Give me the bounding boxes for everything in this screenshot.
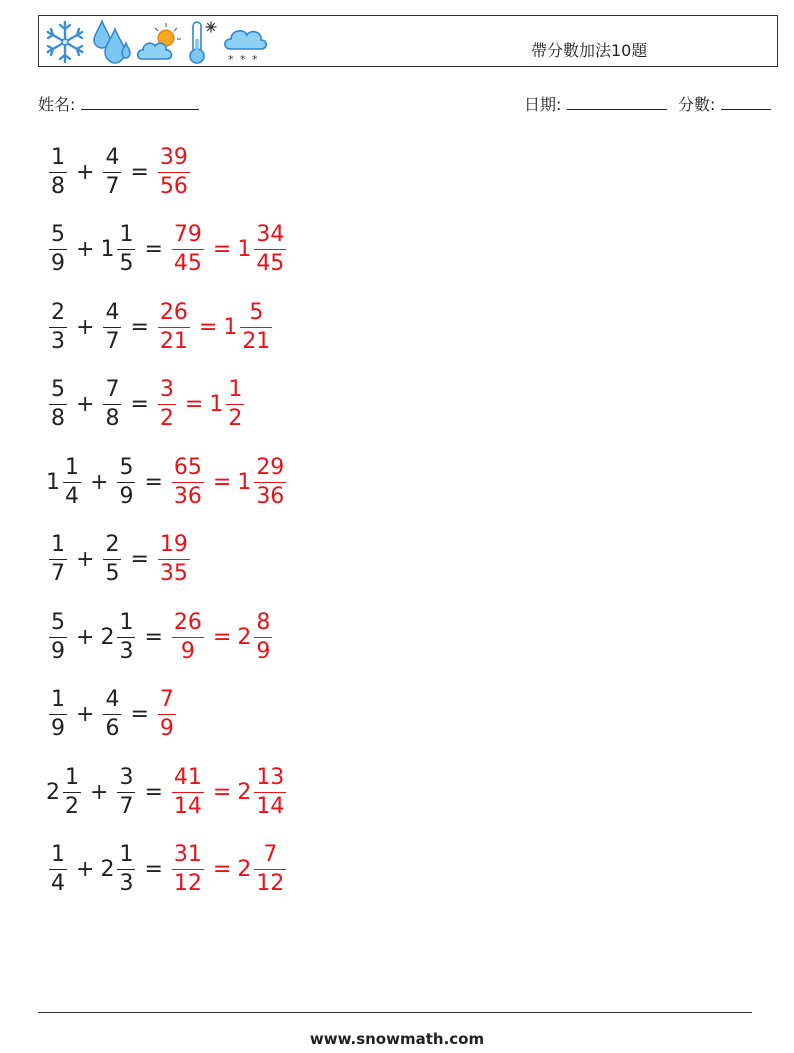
answer-mixed <box>223 299 275 354</box>
answer-mixed-numerator: 5 <box>249 299 264 325</box>
plus-sign: + <box>76 857 95 882</box>
addend-a-denominator: 2 <box>65 793 79 819</box>
answer-improper <box>155 379 179 430</box>
addend-b-bar <box>103 714 121 715</box>
answer-mixed <box>237 764 289 819</box>
answer-improper-bar <box>158 327 190 328</box>
name-label: 姓名: <box>38 95 76 114</box>
answer-mixed-fraction <box>226 379 244 430</box>
problem-row <box>46 450 289 514</box>
answer-improper-denominator: 56 <box>159 173 188 199</box>
name-field <box>38 92 199 115</box>
addend-b <box>100 689 124 740</box>
answer-mixed-numerator: 8 <box>256 609 271 635</box>
addend-b-fraction <box>103 689 121 740</box>
answer-equals-sign: = <box>198 314 218 340</box>
answer-mixed-denominator: 21 <box>242 328 271 354</box>
answer-mixed-whole: 1 <box>237 469 252 495</box>
answer-mixed-whole: 2 <box>237 624 252 650</box>
header-box <box>38 15 778 67</box>
addend-b-fraction <box>103 379 121 430</box>
answer-improper-denominator: 45 <box>173 251 202 276</box>
answer-improper-bar <box>158 559 190 560</box>
addend-b <box>100 609 138 664</box>
answer-improper-numerator: 26 <box>159 299 188 325</box>
problem-row <box>46 683 179 747</box>
addend-b-numerator: 2 <box>105 532 120 557</box>
equals-sign: = <box>130 159 149 185</box>
answer-improper-numerator: 19 <box>159 532 188 557</box>
answer-improper-numerator: 41 <box>173 764 202 790</box>
addend-b-denominator: 7 <box>119 793 134 819</box>
answer-mixed-whole: 1 <box>223 314 238 340</box>
plus-sign: + <box>76 624 95 650</box>
answer-mixed-fraction <box>254 609 272 664</box>
addend-b-numerator: 4 <box>105 687 120 712</box>
addend-b-numerator: 1 <box>119 222 134 247</box>
equals-sign: = <box>130 702 149 727</box>
answer-mixed-fraction <box>240 299 272 354</box>
answer-mixed-bar <box>240 327 272 328</box>
equals-sign: = <box>130 392 149 417</box>
plus-sign: + <box>76 159 95 185</box>
answer-mixed-denominator: 2 <box>228 406 243 431</box>
answer-improper <box>155 689 179 740</box>
addend-b-denominator: 9 <box>119 483 134 509</box>
addend-a-bar <box>49 404 67 405</box>
answer-improper <box>169 844 207 895</box>
plus-sign: + <box>76 547 95 572</box>
answer-improper-numerator: 26 <box>173 609 202 635</box>
addend-a <box>46 379 70 430</box>
answer-improper-denominator: 9 <box>180 638 195 664</box>
addend-a-numerator: 1 <box>51 842 65 867</box>
addend-a-fraction <box>49 379 67 430</box>
addend-a-bar <box>49 714 67 715</box>
addend-b <box>114 454 138 509</box>
answer-mixed-fraction <box>254 454 286 509</box>
addend-b-fraction <box>103 534 121 585</box>
addend-a <box>46 299 70 354</box>
addend-b-fraction <box>117 844 135 895</box>
answer <box>169 844 289 895</box>
answer-improper-numerator: 39 <box>159 144 188 170</box>
addend-a-denominator: 9 <box>51 716 65 741</box>
answer <box>169 454 289 509</box>
answer-improper <box>169 764 207 819</box>
equals-sign: = <box>130 314 149 340</box>
addend-a <box>46 689 70 740</box>
addend-a-numerator: 1 <box>65 764 79 790</box>
addend-b-denominator: 5 <box>119 251 134 276</box>
addend-a <box>46 534 70 585</box>
answer-improper-numerator: 65 <box>173 454 202 480</box>
addend-a <box>46 144 70 199</box>
plus-sign: + <box>76 237 95 262</box>
addend-a-numerator: 5 <box>51 222 65 247</box>
addend-b-denominator: 8 <box>105 406 120 431</box>
addend-b <box>100 224 138 275</box>
answer-mixed <box>237 454 289 509</box>
addend-a <box>46 609 70 664</box>
addend-a-numerator: 5 <box>51 377 65 402</box>
addend-a-denominator: 3 <box>51 328 65 354</box>
addend-b-fraction <box>117 454 135 509</box>
problem-row <box>46 605 275 669</box>
addend-a-fraction <box>63 764 81 819</box>
footer-divider <box>38 1012 752 1013</box>
answer-mixed-denominator: 12 <box>256 871 285 896</box>
answer-mixed-numerator: 13 <box>256 764 285 790</box>
equals-sign: = <box>144 624 163 650</box>
answer-improper-bar <box>172 482 204 483</box>
addend-a-numerator: 1 <box>65 454 79 480</box>
problem-row <box>46 140 193 204</box>
answer-improper <box>169 224 207 275</box>
answer-equals-sign: = <box>212 469 232 495</box>
snowflake-icon <box>42 19 88 65</box>
addend-a-bar <box>49 327 67 328</box>
addend-a-fraction <box>49 534 67 585</box>
cloud-sun-icon <box>134 19 182 65</box>
answer-mixed-whole: 1 <box>237 237 252 262</box>
addend-b-fraction <box>117 609 135 664</box>
addend-a-denominator: 4 <box>51 871 65 896</box>
answer-improper-bar <box>158 172 190 173</box>
answer-mixed-whole: 2 <box>237 857 252 882</box>
addend-a-fraction <box>49 224 67 275</box>
plus-sign: + <box>76 314 95 340</box>
addend-b <box>100 844 138 895</box>
addend-b-fraction <box>117 224 135 275</box>
thermometer-cold-icon <box>184 19 218 65</box>
addend-b-numerator: 1 <box>119 609 134 635</box>
answer-mixed-bar <box>254 792 286 793</box>
answer-improper-bar <box>172 869 204 870</box>
addend-b-fraction <box>103 144 121 199</box>
answer-equals-sign: = <box>212 779 232 805</box>
addend-b-whole: 1 <box>100 237 115 262</box>
addend-a-fraction <box>49 689 67 740</box>
addend-b-numerator: 3 <box>119 764 134 790</box>
addend-a-numerator: 2 <box>51 299 65 325</box>
score-label: 分數: <box>678 95 716 114</box>
answer-mixed-bar <box>226 404 244 405</box>
plus-sign: + <box>76 702 95 727</box>
addend-a-denominator: 9 <box>51 251 65 276</box>
addend-a-numerator: 5 <box>51 609 65 635</box>
addend-b-denominator: 6 <box>105 716 120 741</box>
problem-row <box>46 528 193 592</box>
addend-a-fraction <box>49 844 67 895</box>
answer <box>155 534 193 585</box>
addend-b <box>100 379 124 430</box>
addend-a-bar <box>49 172 67 173</box>
addend-a <box>46 224 70 275</box>
answer-improper-numerator: 3 <box>159 377 174 402</box>
answer-improper-fraction <box>158 534 190 585</box>
addend-a-denominator: 4 <box>65 483 79 509</box>
answer-improper <box>155 299 193 354</box>
date-field <box>524 92 667 115</box>
answer-mixed-denominator: 14 <box>256 793 285 819</box>
problem-row <box>46 838 289 902</box>
equals-sign: = <box>144 857 163 882</box>
answer-improper-bar <box>172 792 204 793</box>
answer-mixed <box>237 224 289 275</box>
addend-a <box>46 844 70 895</box>
water-drops-icon <box>90 19 132 65</box>
addend-a-fraction <box>49 144 67 199</box>
addend-a-bar <box>49 869 67 870</box>
answer-equals-sign: = <box>212 857 232 882</box>
addend-a <box>46 764 84 819</box>
addend-b-bar <box>103 404 121 405</box>
addend-b <box>100 534 124 585</box>
answer-improper <box>155 534 193 585</box>
svg-text:*: * <box>228 53 234 65</box>
answer-improper-numerator: 31 <box>173 842 202 867</box>
addend-a-whole: 2 <box>46 779 60 805</box>
addend-b-bar <box>103 327 121 328</box>
answer-equals-sign: = <box>212 237 232 262</box>
answer-improper-denominator: 36 <box>173 483 202 509</box>
addend-b-bar <box>117 482 135 483</box>
addend-b-numerator: 4 <box>105 144 120 170</box>
addend-b-numerator: 7 <box>105 377 120 402</box>
answer-improper-denominator: 9 <box>159 716 174 741</box>
addend-a-numerator: 1 <box>51 687 65 712</box>
answer-improper-denominator: 2 <box>159 406 174 431</box>
answer-improper-bar <box>172 637 204 638</box>
answer <box>155 379 247 430</box>
answer-improper-denominator: 35 <box>159 561 188 586</box>
plus-sign: + <box>90 779 109 805</box>
equals-sign: = <box>144 469 163 495</box>
addend-b-denominator: 3 <box>119 638 134 664</box>
answer <box>155 144 193 199</box>
answer-improper-fraction <box>172 609 204 664</box>
addend-a-fraction <box>49 299 67 354</box>
answer-mixed-denominator: 9 <box>256 638 271 664</box>
answer-improper-fraction <box>172 454 204 509</box>
answer <box>169 764 289 819</box>
addend-b-denominator: 7 <box>105 328 120 354</box>
answer-improper-numerator: 7 <box>159 687 174 712</box>
problem-row <box>46 760 289 824</box>
equals-sign: = <box>130 547 149 572</box>
answer-improper-fraction <box>172 764 204 819</box>
addend-b-denominator: 7 <box>105 173 120 199</box>
addend-b-denominator: 3 <box>119 871 134 896</box>
answer <box>155 689 179 740</box>
addend-a-denominator: 7 <box>51 561 65 586</box>
plus-sign: + <box>90 469 109 495</box>
date-label: 日期: <box>524 95 562 114</box>
addend-b-whole: 2 <box>100 857 115 882</box>
answer-improper <box>155 144 193 199</box>
answer-improper-fraction <box>158 144 190 199</box>
addend-b-bar <box>117 637 135 638</box>
addend-a-bar <box>49 249 67 250</box>
addend-b-whole: 2 <box>100 624 115 650</box>
answer-mixed-fraction <box>254 764 286 819</box>
plus-sign: + <box>76 392 95 417</box>
addend-b <box>114 764 138 819</box>
answer-mixed-whole: 2 <box>237 779 252 805</box>
addend-a-fraction <box>49 609 67 664</box>
answer <box>155 299 275 354</box>
answer-mixed-bar <box>254 482 286 483</box>
addend-a-numerator: 1 <box>51 532 65 557</box>
answer-improper-denominator: 14 <box>173 793 202 819</box>
addend-b-numerator: 4 <box>105 299 120 325</box>
score-field <box>678 92 771 115</box>
answer-mixed-numerator: 7 <box>263 842 278 867</box>
snow-cloud-icon <box>220 19 270 65</box>
addend-b-fraction <box>117 764 135 819</box>
answer-improper <box>169 609 207 664</box>
answer-improper-fraction <box>158 379 176 430</box>
answer-improper-bar <box>172 249 204 250</box>
addend-b-fraction <box>103 299 121 354</box>
header-icons <box>42 18 270 66</box>
answer-improper-bar <box>158 714 176 715</box>
addend-a-denominator: 9 <box>51 638 65 664</box>
answer-improper <box>169 454 207 509</box>
problem-row <box>46 218 289 282</box>
addend-b-bar <box>117 792 135 793</box>
equals-sign: = <box>144 237 163 262</box>
answer-mixed-bar <box>254 249 286 250</box>
answer-improper-fraction <box>158 299 190 354</box>
answer-mixed-denominator: 36 <box>256 483 285 509</box>
addend-a-denominator: 8 <box>51 406 65 431</box>
addend-b-bar <box>103 559 121 560</box>
addend-a-bar <box>63 482 81 483</box>
addend-b <box>100 299 124 354</box>
addend-a-bar <box>63 792 81 793</box>
addend-a <box>46 454 84 509</box>
answer-improper-fraction <box>172 844 204 895</box>
answer-improper-denominator: 12 <box>173 871 202 896</box>
answer-mixed <box>237 609 275 664</box>
answer-equals-sign: = <box>212 624 232 650</box>
answer-improper-numerator: 79 <box>173 222 202 247</box>
answer-mixed-numerator: 29 <box>256 454 285 480</box>
answer-mixed <box>209 379 247 430</box>
answer-mixed <box>237 844 289 895</box>
worksheet-title: 帶分數加法10題 <box>531 41 648 60</box>
addend-b-numerator: 1 <box>119 842 134 867</box>
addend-a-bar <box>49 559 67 560</box>
answer-improper-bar <box>158 404 176 405</box>
addend-a-bar <box>49 637 67 638</box>
answer-improper-denominator: 21 <box>159 328 188 354</box>
addend-a-denominator: 8 <box>51 173 65 199</box>
score-blank[interactable] <box>721 93 771 110</box>
answer <box>169 224 289 275</box>
addend-a-fraction <box>63 454 81 509</box>
addend-b <box>100 144 124 199</box>
answer-mixed-bar <box>254 637 272 638</box>
addend-b-denominator: 5 <box>105 561 120 586</box>
answer-equals-sign: = <box>184 392 204 417</box>
equals-sign: = <box>144 779 163 805</box>
answer-mixed-denominator: 45 <box>256 251 285 276</box>
answer-mixed-whole: 1 <box>209 392 224 417</box>
addend-a-numerator: 1 <box>51 144 65 170</box>
answer-mixed-fraction <box>254 224 286 275</box>
answer <box>169 609 275 664</box>
svg-text:*: * <box>240 53 246 65</box>
answer-improper-fraction <box>158 689 176 740</box>
answer-mixed-numerator: 34 <box>256 222 285 247</box>
problem-row <box>46 295 275 359</box>
answer-mixed-numerator: 1 <box>228 377 243 402</box>
addend-b-bar <box>117 249 135 250</box>
svg-text:*: * <box>252 53 258 65</box>
date-blank[interactable] <box>567 93 667 110</box>
name-blank[interactable] <box>81 93 199 110</box>
answer-mixed-bar <box>254 869 286 870</box>
addend-a-whole: 1 <box>46 469 60 495</box>
footer-url: www.snowmath.com <box>309 1030 485 1048</box>
answer-improper-fraction <box>172 224 204 275</box>
addend-b-bar <box>117 869 135 870</box>
problem-row <box>46 373 247 437</box>
addend-b-bar <box>103 172 121 173</box>
addend-b-numerator: 5 <box>119 454 134 480</box>
answer-mixed-fraction <box>254 844 286 895</box>
